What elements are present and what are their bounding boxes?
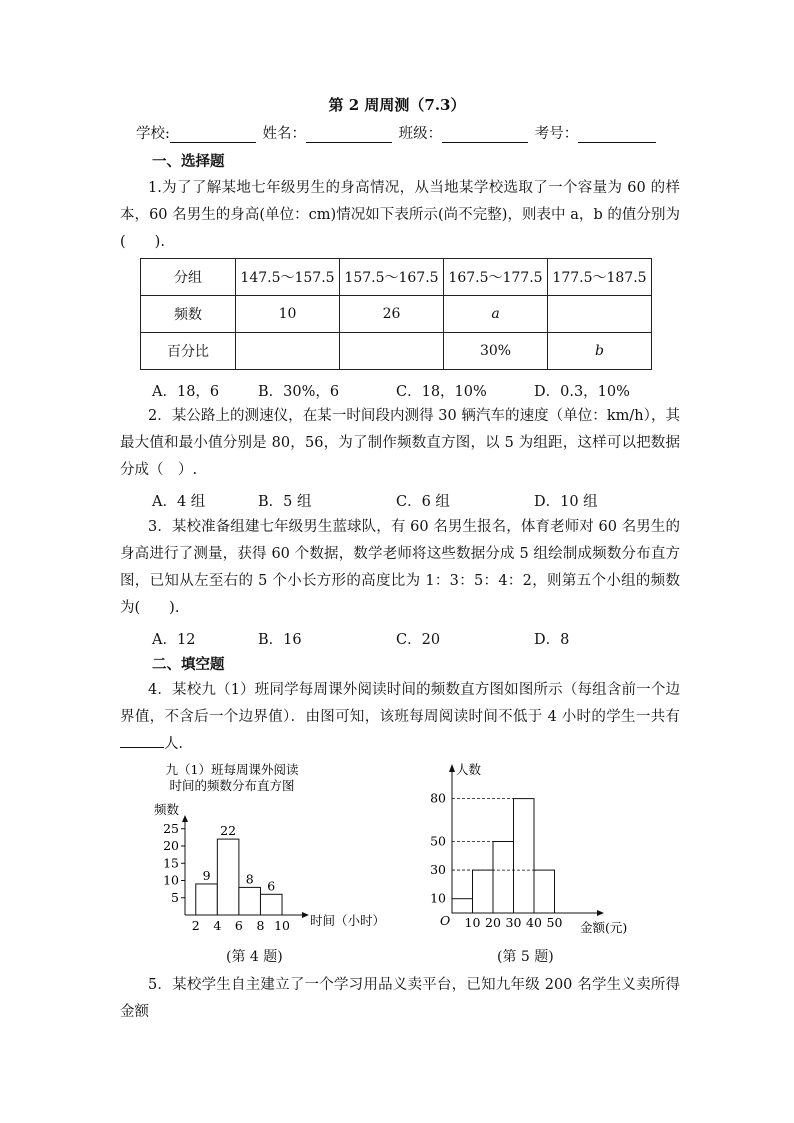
question-1-table bbox=[140, 258, 652, 370]
x-tick-label: 50 bbox=[546, 915, 563, 930]
option-a[interactable]: A．12 bbox=[152, 632, 196, 648]
y-axis-arrow bbox=[449, 764, 455, 772]
question-3-body: 3．某校准备组建七年级男生蓝球队，有 60 名男生报名，体育老师对 60 名男生的身高进行了测量，获得 60 个数据，数学老师将这些数据分成 5 组绘制成频数分布直方图，已知从左至右的 5 个小长方形的高度比为 1：3：5：4：2，则第五个小组的频数为( ). bbox=[120, 519, 680, 616]
school-label: 学校: bbox=[136, 126, 170, 142]
x-tick-label: 10 bbox=[464, 915, 481, 930]
x-axis-arrow bbox=[302, 912, 309, 918]
table-cell: 177.5～187.5 bbox=[548, 259, 652, 296]
section-title-fill: 二、填空题 bbox=[152, 656, 225, 673]
table-cell bbox=[548, 296, 652, 333]
option-d[interactable]: D．8 bbox=[534, 632, 570, 648]
bar-data-label: 8 bbox=[245, 871, 254, 887]
y-tick-label: 25 bbox=[163, 820, 179, 836]
table-row bbox=[141, 296, 652, 333]
x-tick-label: 10 bbox=[274, 918, 290, 933]
chart-title-line: 九（1）班每周课外阅读 bbox=[165, 762, 299, 777]
name-blank[interactable] bbox=[306, 126, 392, 143]
option-b[interactable]: B．16 bbox=[258, 632, 302, 648]
exam-no-blank[interactable] bbox=[578, 126, 656, 143]
option-c[interactable]: C．6 组 bbox=[396, 494, 450, 510]
exam-no-label: 考号： bbox=[534, 126, 579, 142]
option-b[interactable]: B．5 组 bbox=[258, 494, 312, 510]
bar-data-label: 22 bbox=[220, 823, 237, 839]
table-cell: 26 bbox=[340, 296, 444, 333]
table-cell bbox=[340, 333, 444, 370]
origin-label: O bbox=[440, 913, 451, 928]
y-axis-label: 人数 bbox=[456, 762, 482, 777]
option-c[interactable]: C．18，10% bbox=[396, 384, 487, 400]
question-4-tail: 人． bbox=[164, 736, 193, 752]
table-row bbox=[141, 259, 652, 296]
y-tick-label: 80 bbox=[430, 790, 446, 806]
y-tick-label: 10 bbox=[163, 872, 179, 888]
histogram-reading-time bbox=[140, 760, 390, 940]
page-title: 第 2 周周测（7.3） bbox=[328, 96, 466, 114]
x-axis-label: 金额(元) bbox=[580, 920, 628, 935]
option-c[interactable]: C．20 bbox=[396, 632, 441, 648]
class-label: 班级： bbox=[398, 126, 443, 142]
question-2-text bbox=[120, 403, 680, 484]
table-cell: 167.5～177.5 bbox=[444, 259, 548, 296]
figure-5-caption: (第 5 题) bbox=[497, 949, 554, 965]
name-label: 姓名： bbox=[262, 126, 306, 142]
histogram-bar bbox=[239, 887, 261, 915]
y-tick-label: 30 bbox=[430, 862, 446, 878]
option-d[interactable]: D．10 组 bbox=[534, 494, 598, 510]
school-blank[interactable] bbox=[170, 126, 256, 143]
question-2-body: 2．某公路上的测速仪，在某一时间段内测得 30 辆汽车的速度（单位：km/h），其最大值和最小值分别是 80，56，为了制作频数直方图，以 5 为组距，这样可以把数据分成（ ）. bbox=[120, 408, 680, 478]
x-tick-label: 6 bbox=[234, 918, 243, 933]
histogram-bar bbox=[196, 884, 218, 915]
y-tick-label: 10 bbox=[430, 890, 446, 906]
question-5-body: 5．某校学生自主建立了一个学习用品义卖平台，已知九年级 200 名学生义卖所得金额 bbox=[120, 977, 680, 1020]
section-title-choice: 一、选择题 bbox=[152, 153, 225, 170]
x-tick-label: 40 bbox=[526, 915, 542, 930]
x-axis-arrow bbox=[597, 910, 604, 916]
x-axis-label: 时间（小时） bbox=[310, 913, 386, 928]
class-blank[interactable] bbox=[442, 126, 528, 143]
table-row bbox=[141, 333, 652, 370]
question-5-text bbox=[120, 972, 680, 1026]
option-d[interactable]: D．0.3，10% bbox=[534, 384, 630, 400]
question-4-text bbox=[120, 677, 680, 758]
chart-title-line: 时间的频数分布直方图 bbox=[169, 778, 295, 793]
histogram-bar bbox=[514, 799, 535, 913]
y-axis-arrow bbox=[182, 815, 188, 822]
y-tick-label: 50 bbox=[430, 833, 446, 849]
table-cell: 百分比 bbox=[141, 333, 236, 370]
x-tick-label: 30 bbox=[505, 915, 522, 930]
table-cell: 157.5～167.5 bbox=[340, 259, 444, 296]
histogram-bar bbox=[534, 870, 555, 913]
option-a[interactable]: A．4 组 bbox=[152, 494, 206, 510]
y-tick-label: 5 bbox=[171, 889, 179, 905]
histogram-bar bbox=[452, 899, 473, 913]
bar-data-label: 6 bbox=[267, 878, 276, 894]
question-1-body: 1.为了了解某地七年级男生的身高情况，从当地某学校选取了一个容量为 60 的样本，60 名男生的身高(单位：cm)情况如下表所示(尚不完整)，则表中 a，b 的值分别为( ). bbox=[120, 180, 680, 250]
table-cell: 10 bbox=[236, 296, 340, 333]
table-cell: 30% bbox=[444, 333, 548, 370]
histogram-bar bbox=[260, 894, 282, 915]
question-1-text bbox=[120, 175, 680, 256]
table-cell: 分组 bbox=[141, 259, 236, 296]
option-a[interactable]: A．18，6 bbox=[152, 384, 220, 400]
table-cell: 147.5～157.5 bbox=[236, 259, 340, 296]
bar-data-label: 9 bbox=[202, 867, 211, 883]
table-cell bbox=[236, 333, 340, 370]
histogram-bar bbox=[217, 839, 239, 915]
table-cell: b bbox=[548, 333, 652, 370]
y-axis-label: 频数 bbox=[154, 802, 180, 817]
question-3-text bbox=[120, 514, 680, 622]
x-tick-label: 4 bbox=[213, 918, 222, 933]
x-tick-label: 8 bbox=[256, 918, 265, 933]
figure-4-caption: (第 4 题) bbox=[226, 949, 283, 965]
table-cell: a bbox=[444, 296, 548, 333]
y-tick-label: 15 bbox=[163, 855, 179, 871]
histogram-bar bbox=[493, 842, 514, 914]
histogram-amount bbox=[425, 760, 645, 940]
x-tick-label: 2 bbox=[191, 918, 200, 933]
y-tick-label: 20 bbox=[163, 838, 179, 853]
histogram-bar bbox=[473, 870, 494, 913]
student-info-line bbox=[136, 122, 658, 143]
option-b[interactable]: B．30%，6 bbox=[258, 384, 340, 400]
question-4-body: 4．某校九（1）班同学每周课外阅读时间的频数直方图如图所示（每组含前一个边界值，不含后一个边界值）．由图可知，该班每周阅读时间不低于 4 小时的学生一共有 bbox=[120, 682, 680, 725]
answer-blank[interactable] bbox=[120, 733, 164, 748]
table-cell: 频数 bbox=[141, 296, 236, 333]
x-tick-label: 20 bbox=[485, 915, 501, 930]
